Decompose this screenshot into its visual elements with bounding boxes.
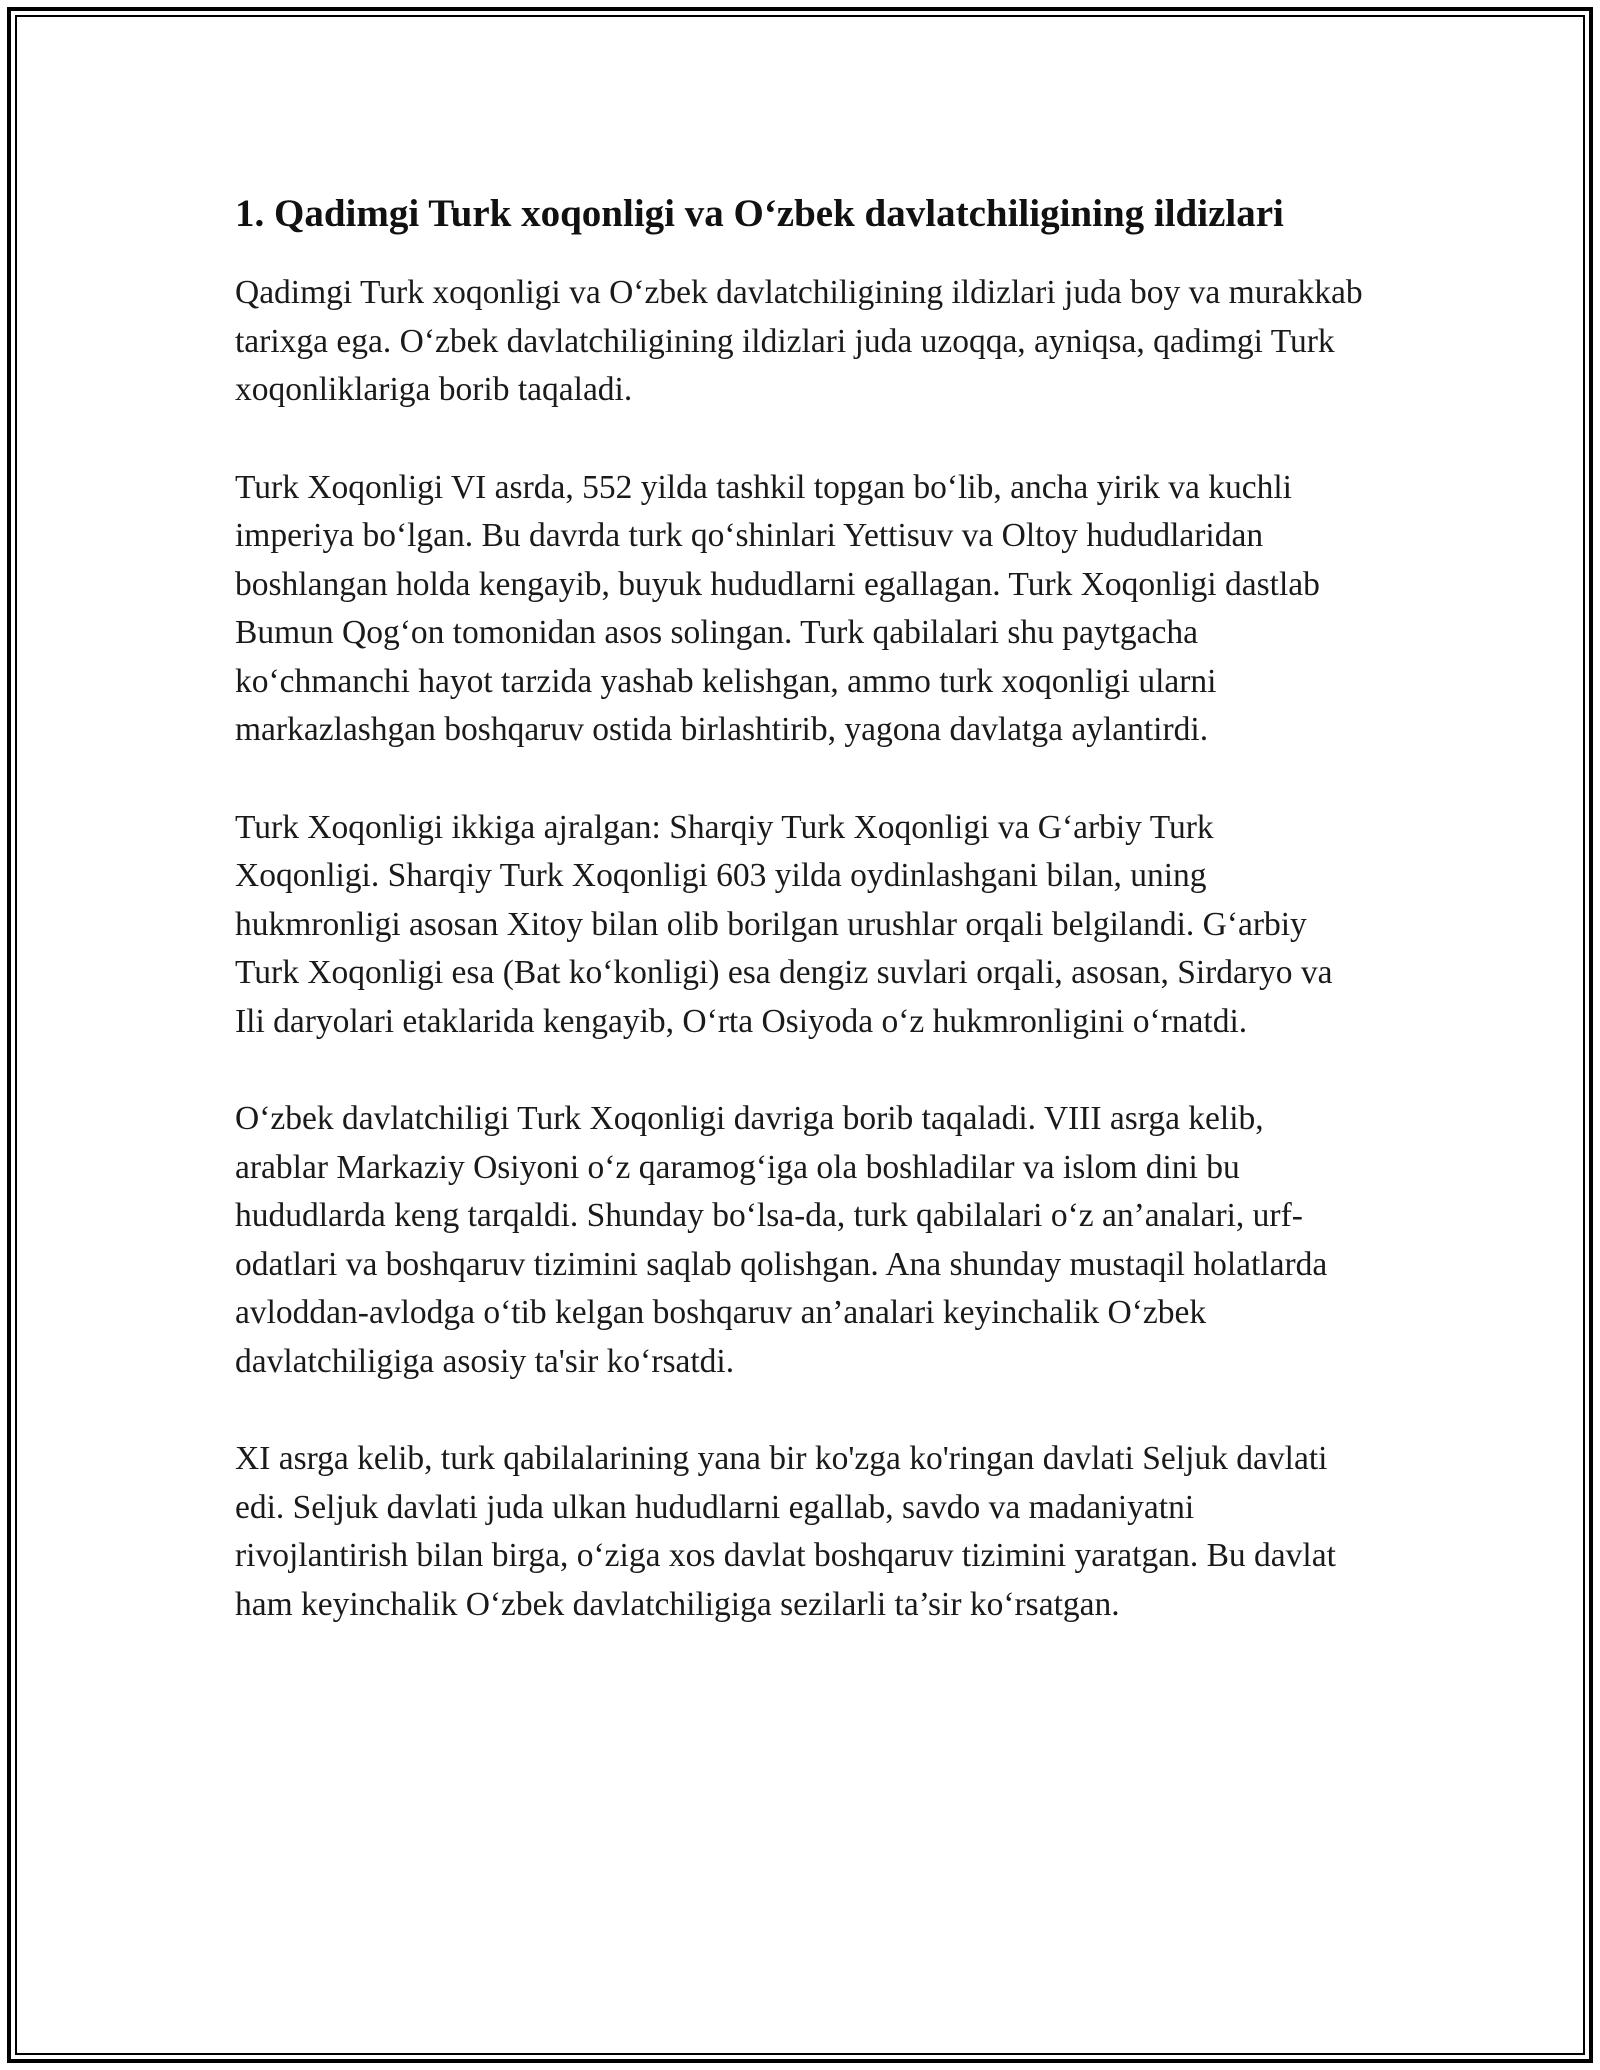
paragraph-seljuk-state: XI asrga kelib, turk qabilalarining yana bir ko'zga ko'ringan davlati Seljuk davlati edi. Seljuk davlati juda ulkan hududlarni egallab, savdo va madaniyatni rivojlantirish bilan birga, o‘ziga xos davlat boshqaruv tizimini yaratgan. Bu davlat ham keyinchalik O‘zbek davlatchiligiga sezilarli ta’sir ko‘rsatgan. xyxy=(235,1440,1336,1623)
document-title: 1. Qadimgi Turk xoqonligi va O‘zbek davlatchiligining ildizlari xyxy=(235,192,1284,235)
paragraph-intro: Qadimgi Turk xoqonligi va O‘zbek davlatchiligining ildizlari juda boy va murakkab tarixga ega. O‘zbek davlatchiligining ildizlari juda uzoqqa, ayniqsa, qadimgi Turk xoqonliklariga borib taqaladi. xyxy=(235,274,1363,408)
paragraph-uzbek-statehood: O‘zbek davlatchiligi Turk Xoqonligi davriga borib taqaladi. VIII asrga kelib, arablar Markaziy Osiyoni o‘z qaramog‘iga ola boshladilar va islom dini bu hududlarda keng tarqaldi. Shunday bo‘lsa-da, turk qabilalari o‘z an’analari, urf-odatlari va boshqaruv tizimini saqlab qolishgan. Ana shunday mustaqil holatlarda avloddan-avlodga o‘tib kelgan boshqaruv an’analari keyinchalik O‘zbek davlatchiligiga asosiy ta'sir ko‘rsatdi. xyxy=(235,1100,1328,1380)
paragraph-east-west-split: Turk Xoqonligi ikkiga ajralgan: Sharqiy Turk Xoqonligi va G‘arbiy Turk Xoqonligi. Sharqiy Turk Xoqonligi 603 yilda oydinlashgani bilan, uning hukmronligi asosan Xitoy bilan olib borilgan urushlar orqali belgilandi. G‘arbiy Turk Xoqonligi esa (Bat ko‘konligi) esa dengiz suvlari orqali, asosan, Sirdaryo va Ili daryolari etaklarida kengayib, O‘rta Osiyoda o‘z hukmronligini o‘rnatdi. xyxy=(235,808,1333,1040)
document-body xyxy=(235,186,1365,1678)
paragraph-turk-khaganate: Turk Xoqonligi VI asrda, 552 yilda tashkil topgan bo‘lib, ancha yirik va kuchli imperiya bo‘lgan. Bu davrda turk qo‘shinlari Yettisuv va Oltoy hududlaridan boshlangan holda kengayib, buyuk hududlarni egallagan. Turk Xoqonligi dastlab Bumun Qog‘on tomonidan asos solingan. Turk qabilalari shu paytgacha ko‘chmanchi hayot tarzida yashab kelishgan, ammo turk xoqonligi ularni markazlashgan boshqaruv ostida birlashtirib, yagona davlatga aylantirdi. xyxy=(235,468,1320,748)
